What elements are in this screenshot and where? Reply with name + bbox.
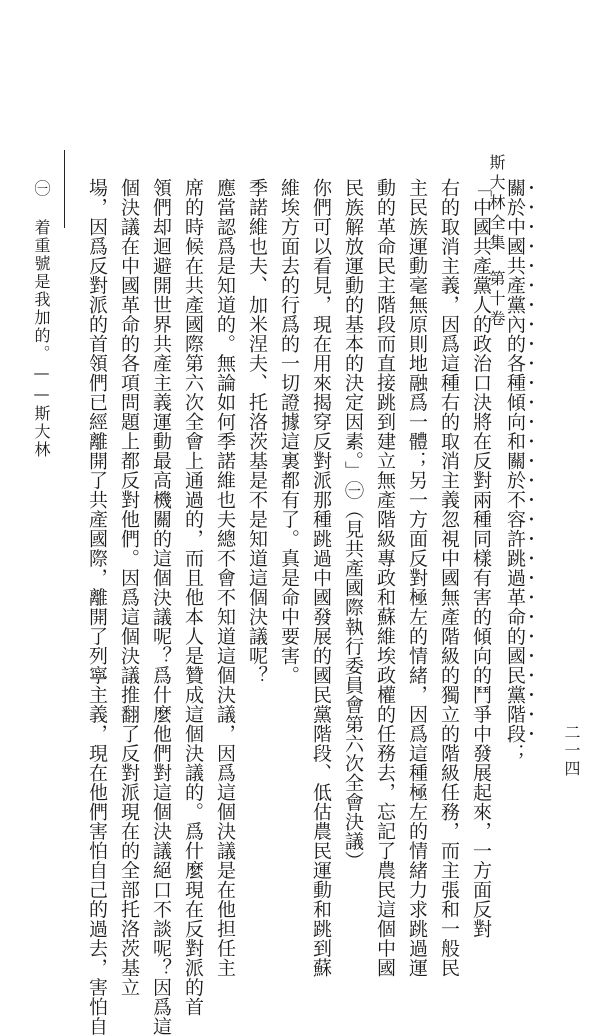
- text-column-9: 季諾維也夫、加米涅夫、托洛茨基是不是知道這個決議呢？: [246, 178, 268, 685]
- footnote: ㊀ 着重號是我加的。——斯大林: [32, 180, 51, 459]
- text-column-10: 應當認爲是知道的。無論如何季諾維也夫總不會不知道這個決議，因爲這個決議是在他担任主: [214, 178, 236, 978]
- text-column-8: 維埃方面去的行爲的一切證據這裏都有了。真是命中要害。: [278, 178, 300, 685]
- text-column-6: 民族解放運動的基本的決定因素。」㊀（見共產國際執行委員會第六次全會決議）: [342, 178, 364, 871]
- text-column-11: 席的時候在共產國際第六次全會上通過的，而且他本人是贊成這個決議的。爲什麼現在反對派的首: [182, 178, 204, 1017]
- volume-label: 第十卷: [487, 270, 506, 330]
- text-column-14: 場，因爲反對派的首領們已經離開了共產國際，離開了列寧主義，現在他們害怕自己的過去，害怕自: [86, 178, 108, 1036]
- text-column-12: 領們却迴避開世界共產主義運動最高機關的這個決議呢？爲什麼他們對這個決議絕口不談呢？因爲這: [150, 178, 172, 1036]
- text-column-3: 右的取消主義，因爲這種右的取消主義忽視中國無產階級的獨立的階級任務，而主張和一般民: [438, 178, 460, 978]
- text-column-4: 主民族運動毫無原則地融爲一體；另一方面反對極左的情緒，因爲這種極左的情緒力求跳過運: [406, 178, 428, 978]
- running-title: 斯大林全集: [487, 154, 506, 254]
- text-column-2: 「中國共產黨人的政治口決將在反對兩種同樣有害的傾向的鬥爭中發展起來，一方面反對: [470, 178, 492, 939]
- text-column-5: 動的革命民主階段而直接跳到建立無產階級專政和蘇維埃政權的任務去，忘記了農民這個中國: [374, 178, 396, 978]
- footnote-divider: [64, 150, 65, 228]
- page-number: 二一四: [562, 724, 581, 778]
- text-column-1: 關於中國共產黨內的各種傾向和關於不容許跳過革命的國民黨階段；: [504, 178, 526, 763]
- text-column-7: 你們可以看見，現在用來揭穿反對派那種跳過中國發展的國民黨階段、低估農民運動和跳到蘇: [310, 178, 332, 978]
- text-column-13: 個決議在中國革命的各項問題上都反對他們。因爲這個決議推翻了反對派現在的全部托洛茨基立: [118, 178, 140, 997]
